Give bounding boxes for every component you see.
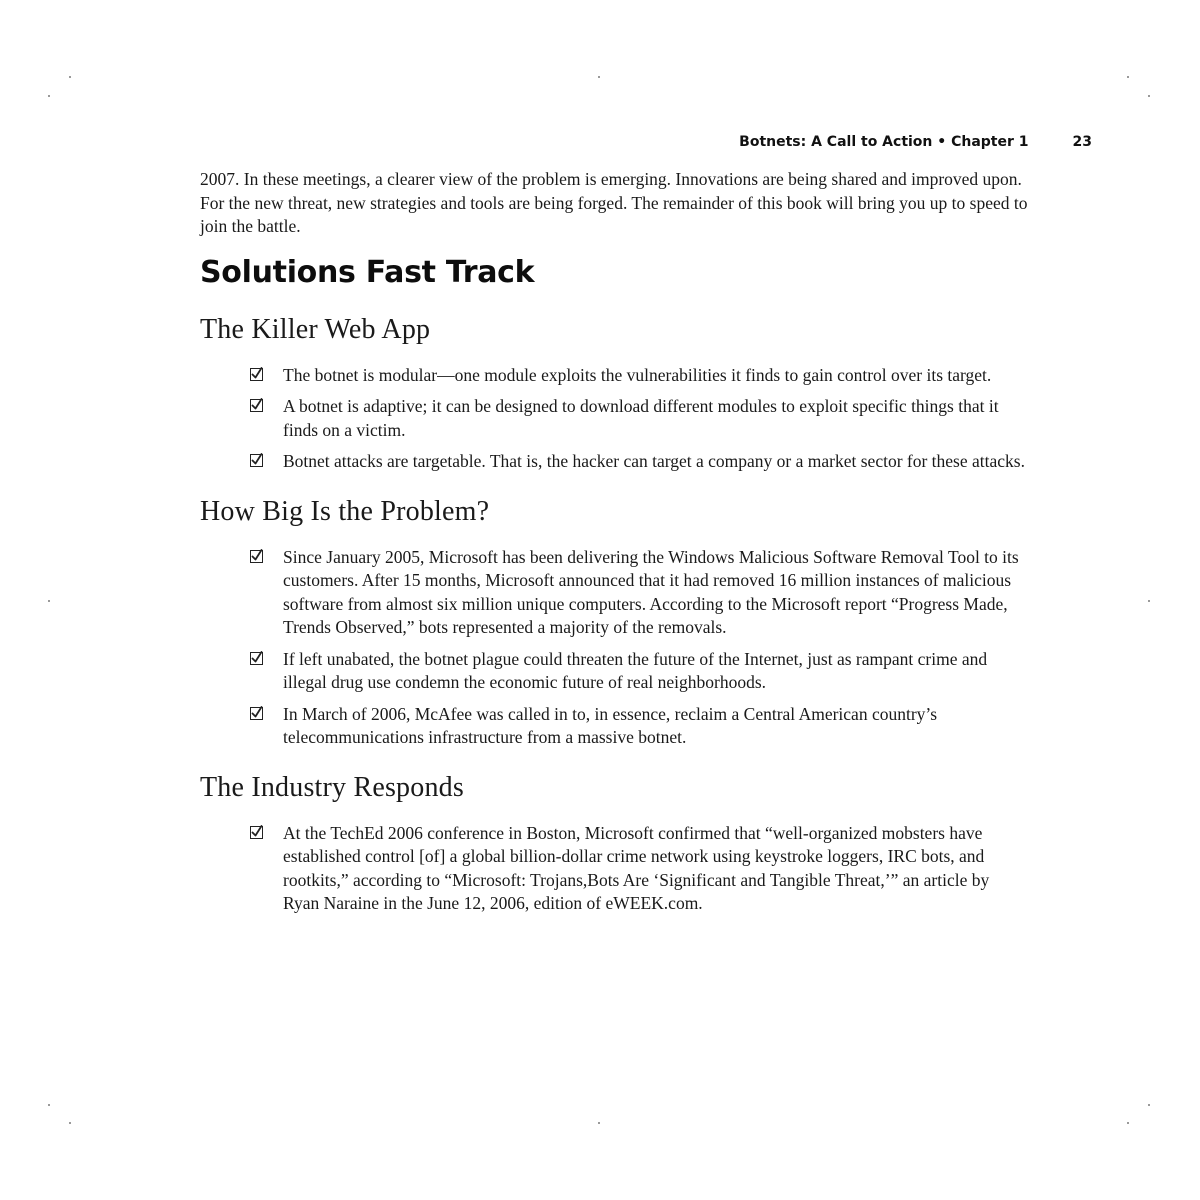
crop-mark [1148,600,1150,602]
checklist-item [200,395,1030,442]
checklist-item-text: Since January 2005, Microsoft has been delivering the Windows Malicious Software Removal Tool to its customers. After 15 months, Microsoft announced that it had removed 16 million instances of malicious software from almost six million unique computers. According to the Microsoft report “Progress Made, Trends Observed,” bots represented a majority of the removals. [283,546,1019,637]
checkbox-checked-icon [250,550,263,563]
checklist [200,364,1030,474]
subsection-heading: The Killer Web App [200,313,431,345]
crop-mark [1127,76,1129,78]
crop-mark [1148,95,1150,97]
checklist-item [200,648,1030,695]
checklist [200,822,1030,916]
checkbox-checked-icon [250,826,263,839]
crop-mark [48,600,50,602]
checkbox-checked-icon [250,707,263,720]
checklist-item-text: If left unabated, the botnet plague could threaten the future of the Internet, just as rampant crime and illegal drug use condemn the economic future of real neighborhoods. [283,648,988,692]
section-title: Solutions Fast Track [200,254,535,290]
checklist-item [200,450,1030,474]
subsection-heading: How Big Is the Problem? [200,495,490,527]
running-head [600,134,1092,150]
checkbox-checked-icon [250,368,263,381]
checklist-item-text: The botnet is modular—one module exploits the vulnerabilities it finds to gain control over its target. [283,364,992,385]
running-title: Botnets: A Call to Action • Chapter 1 [739,134,1029,150]
crop-mark [598,1122,600,1124]
subsection-heading: The Industry Responds [200,771,464,803]
checkbox-checked-icon [250,454,263,467]
sections-container [200,314,1030,916]
checkbox-checked-icon [250,399,263,412]
crop-mark [69,1122,71,1124]
crop-mark [48,1104,50,1106]
crop-mark [1148,1104,1150,1106]
checklist [200,546,1030,750]
page-number: 23 [1072,134,1092,150]
checkbox-checked-icon [250,652,263,665]
crop-mark [69,76,71,78]
checklist-item-text: A botnet is adaptive; it can be designed to download different modules to exploit specific things that it finds on a victim. [283,396,999,440]
crop-mark [598,76,600,78]
intro-paragraph: 2007. In these meetings, a clearer view of the problem is emerging. Innovations are being shared and improved upon. For the new threat, new strategies and tools are being forged. The remainder of this book will bring you up to speed to join the battle. [200,169,1028,236]
checklist-item [200,822,1030,916]
checklist-item-text: In March of 2006, McAfee was called in to, in essence, reclaim a Central American country’s telecommunications infrastructure from a massive botnet. [283,703,938,747]
crop-mark [1127,1122,1129,1124]
checklist-item-text: Botnet attacks are targetable. That is, the hacker can target a company or a market sector for these attacks. [283,451,1025,471]
checklist-item [200,364,1030,388]
checklist-item [200,546,1030,640]
checklist-item [200,703,1030,750]
crop-mark [48,95,50,97]
checklist-item-text: At the TechEd 2006 conference in Boston, Microsoft confirmed that “well-organized mobsters have established control [of] a global billion-dollar crime network using keystroke loggers, IRC bots, and rootkits,” according to “Microsoft: Trojans,Bots Are ‘Significant and Tangible Threat,’” an article by Ryan Naraine in the June 12, 2006, edition of eWEEK.com. [283,822,990,913]
page-body [200,168,1030,924]
